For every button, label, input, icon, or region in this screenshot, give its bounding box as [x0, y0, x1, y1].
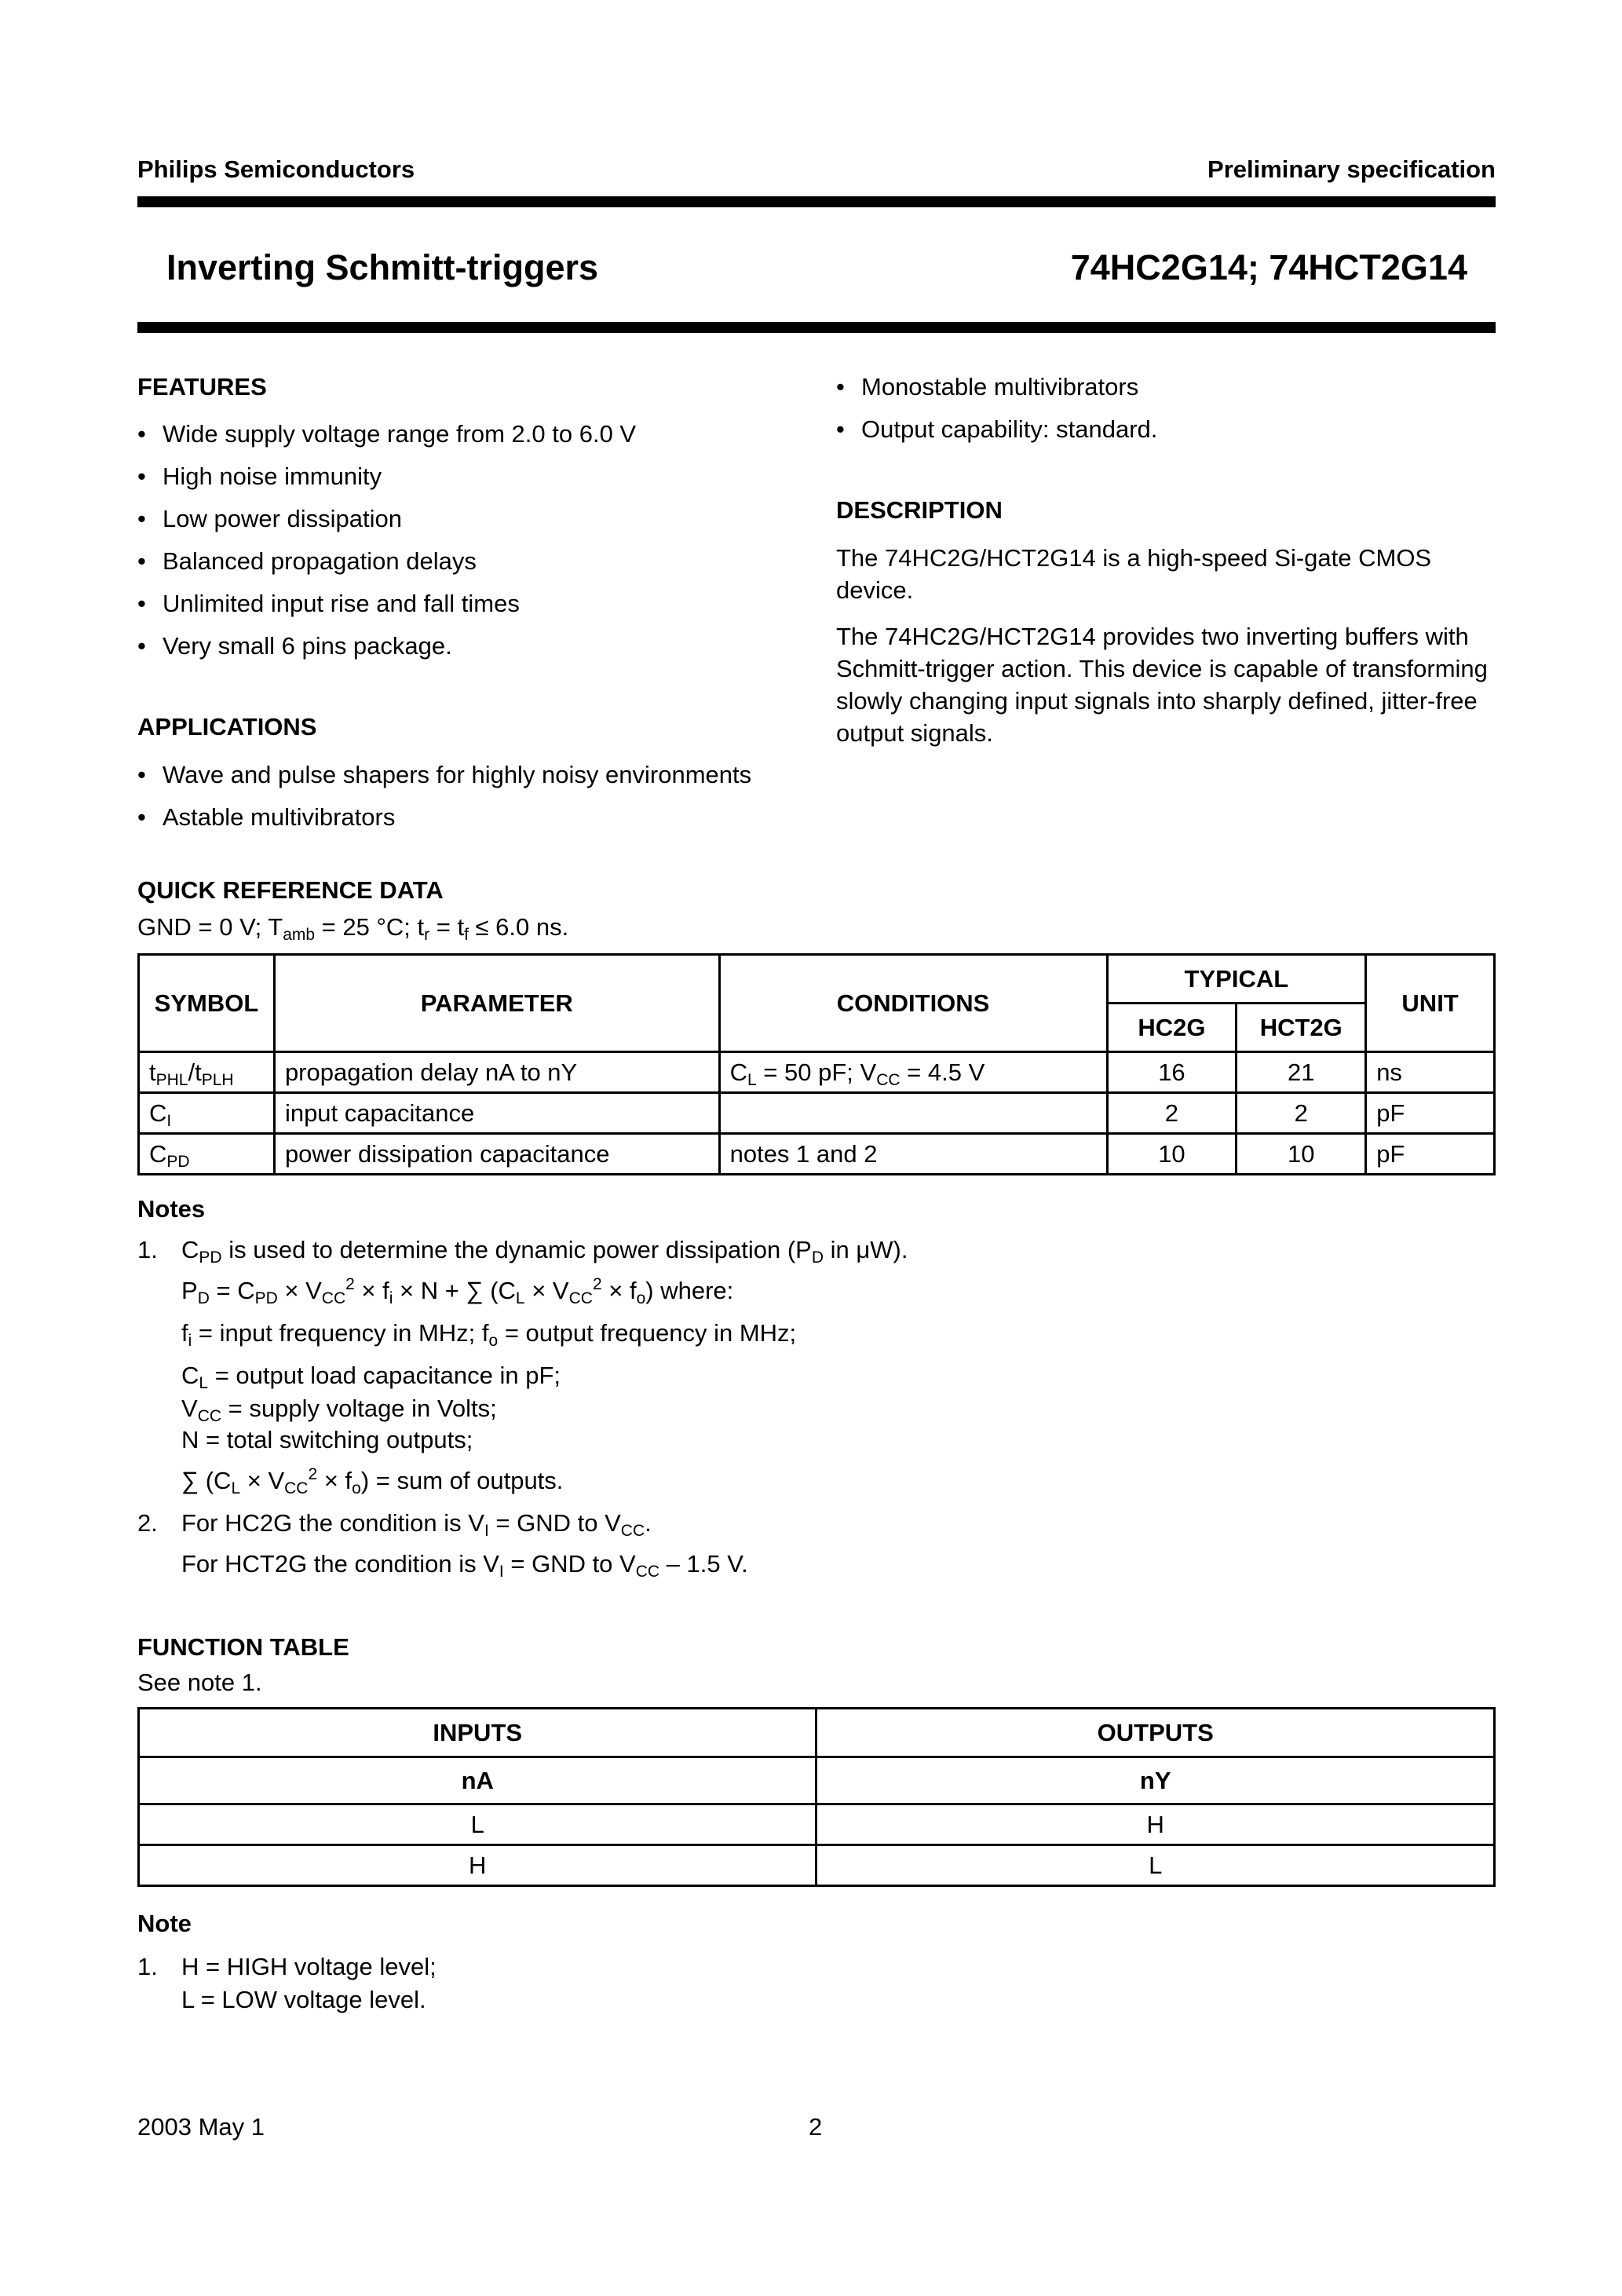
description-paragraph: The 74HC2G/HCT2G14 provides two inverting buffers with Schmitt-trigger action. This device is capable of transforming slowly changing input signals into sharply defined, jitter-free output signals. [836, 623, 1488, 747]
footer-date: 2003 May 1 [137, 2113, 265, 2141]
conditions-cell: $C_L = 50$ pF; $V_{CC} = 4.5$ V [719, 1052, 1107, 1093]
symbol-cell: $C_I$ [139, 1093, 275, 1134]
note-line: ∑ $(C_L \times V_{CC}^2 \times f_o)$ = sum of outputs. [181, 1465, 564, 1497]
list-item: • Output capability: standard. [836, 413, 1496, 455]
page-number: 2 [809, 2113, 823, 2141]
unit-cell: ns [1366, 1052, 1495, 1093]
table-note-line: L = LOW voltage level. [181, 1986, 426, 2013]
column-header-inputs: INPUTS [139, 1709, 816, 1757]
features-heading: FEATURES [137, 373, 267, 400]
quick-reference-heading: QUICK REFERENCE DATA [137, 876, 444, 904]
conditions-cell: notes 1 and 2 [719, 1134, 1107, 1175]
note-line: $C_{PD}$ is used to determine the dynamic power dissipation ($P_D$ in μW). [181, 1236, 908, 1267]
function-table-heading: FUNCTION TABLE [137, 1633, 349, 1661]
parameter-cell: power dissipation capacitance [274, 1134, 719, 1175]
column-header-conditions: CONDITIONS [719, 955, 1107, 1052]
list-item: • Low power dissipation [137, 503, 781, 545]
parameter-cell: propagation delay nA to nY [274, 1052, 719, 1093]
hc2g-cell: 2 [1107, 1093, 1237, 1134]
note-line: $V_{CC}$ = supply voltage in Volts; [181, 1395, 497, 1425]
table-note-heading: Note [137, 1910, 192, 1937]
note-number: 2. [137, 1509, 158, 1537]
hct2g-cell: 10 [1237, 1134, 1366, 1175]
parameter-cell: input capacitance [274, 1093, 719, 1134]
page-title: Inverting Schmitt-triggers [166, 247, 599, 287]
note-line: N = total switching outputs; [181, 1426, 473, 1453]
note-number: 1. [137, 1236, 158, 1263]
table-row [139, 1845, 1495, 1886]
note-line: $C_L$ = output load capacitance in pF; [181, 1362, 561, 1392]
note-line: For HC2G the condition is $V_I$ = GND to $V_{CC}$. [181, 1509, 652, 1540]
column-header-na: nA [139, 1757, 816, 1804]
document-type: Preliminary specification [1207, 155, 1496, 183]
list-item: • Unlimited input rise and fall times [137, 587, 781, 630]
description-paragraph: The 74HC2G/HCT2G14 is a high-speed Si-gate CMOS device. [836, 544, 1432, 604]
column-header-unit: UNIT [1366, 955, 1495, 1052]
hc2g-cell: 10 [1107, 1134, 1237, 1175]
note-line: $P_D = C_{PD} \times V_{CC}^2 \times f_i \times N$ + ∑ $(C_L \times V_{CC}^2 \times f_o)$ where: [181, 1275, 734, 1307]
hct2g-cell: 2 [1237, 1093, 1366, 1134]
column-header-parameter: PARAMETER [274, 955, 719, 1052]
list-item: • Astable multivibrators [137, 801, 828, 843]
unit-cell: pF [1366, 1093, 1495, 1134]
company-name: Philips Semiconductors [137, 155, 415, 183]
description-heading: DESCRIPTION [836, 496, 1003, 524]
column-header-outputs: OUTPUTS [816, 1709, 1495, 1757]
list-item: • Monostable multivibrators [836, 371, 1496, 413]
quick-reference-conditions: GND = 0 V; $T_{amb} = 25$ °C; $t_r = t_f \le 6.0$ ns. [137, 913, 569, 944]
part-numbers: 74HC2G14; 74HCT2G14 [1070, 247, 1467, 287]
list-item: • Wide supply voltage range from 2.0 to 6.0 V [137, 418, 781, 460]
hc2g-cell: 16 [1107, 1052, 1237, 1093]
table-note-number: 1. [137, 1953, 158, 1980]
output-cell: H [816, 1804, 1495, 1845]
input-cell: L [139, 1804, 816, 1845]
list-item: • Balanced propagation delays [137, 545, 781, 587]
unit-cell: pF [1366, 1134, 1495, 1175]
list-item: • High noise immunity [137, 460, 781, 503]
column-header-symbol: SYMBOL [139, 955, 275, 1052]
table-note-line: H = HIGH voltage level; [181, 1953, 437, 1980]
function-table [137, 1707, 1496, 1887]
applications-heading: APPLICATIONS [137, 713, 317, 740]
list-item: • Very small 6 pins package. [137, 630, 781, 672]
symbol-cell: $C_{PD}$ [139, 1134, 275, 1175]
symbol-cell: $t_{PHL}/t_{PLH}$ [139, 1052, 275, 1093]
column-header-hct2g: HCT2G [1237, 1004, 1366, 1052]
table-row [139, 1804, 1495, 1845]
column-header-hc2g: HC2G [1107, 1004, 1237, 1052]
hct2g-cell: 21 [1237, 1052, 1366, 1093]
note-line: $f_i$ = input frequency in MHz; $f_o$ = output frequency in MHz; [181, 1319, 797, 1350]
column-header-ny: nY [816, 1757, 1495, 1804]
output-cell: L [816, 1845, 1495, 1886]
notes-heading: Notes [137, 1195, 206, 1223]
input-cell: H [139, 1845, 816, 1886]
list-item: • Wave and pulse shapers for highly noisy environments [137, 759, 828, 801]
column-header-typical: TYPICAL [1107, 955, 1366, 1004]
function-table-note-ref: See note 1. [137, 1669, 262, 1696]
note-line: For HCT2G the condition is $V_I$ = GND to $V_{CC} - 1.5$ V. [181, 1550, 748, 1581]
